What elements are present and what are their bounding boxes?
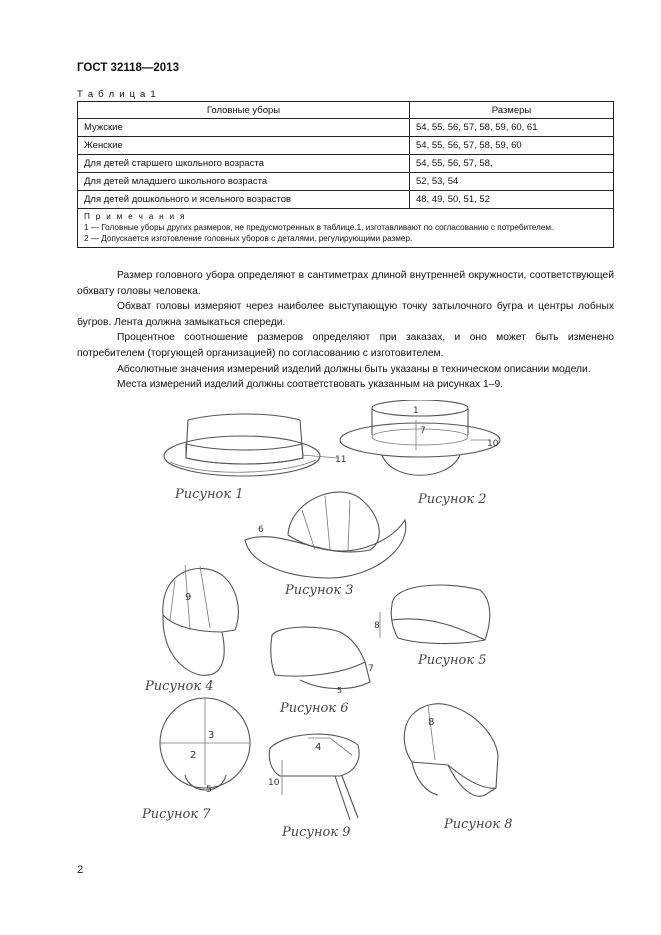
figure-caption: Рисунок 5 [418, 653, 487, 668]
notes-title: П р и м е ч а н и я [84, 212, 187, 221]
figure-label: 3 [208, 730, 215, 741]
figure-label: 10 [487, 439, 499, 449]
paragraph: Процентное соотношение размеров определяют при заказах, и оно может быть изменено потребителем (торгующей организацией) по согласованию с изготовителем. [77, 332, 614, 359]
figure-7-hat [141, 698, 250, 822]
table-cell: Для детей младшего школьного возраста [78, 173, 410, 191]
column-header-headwear: Головные уборы [78, 102, 410, 119]
figure-label: 10 [268, 778, 280, 788]
figure-label: 8 [428, 717, 435, 728]
table-row [78, 137, 614, 155]
figure-8-hat [404, 704, 512, 832]
table-row [78, 119, 614, 137]
document-header: ГОСТ 32118—2013 [77, 62, 179, 74]
figure-label: 5 [337, 686, 343, 695]
table-cell: 54, 55, 56, 57, 58, 59, 60, 61 [410, 119, 614, 137]
table-cell: 52, 53, 54 [410, 173, 614, 191]
paragraph: Обхват головы измеряют через наиболее выступающую точку затылочного бугра и центры лобных бугров. Лента должна замыкаться спереди. [77, 301, 614, 328]
note-item: 1 — Головные уборы других размеров, не предусмотренных в таблице.1, изготавливают по согласованию с потребителем. [84, 223, 554, 232]
table-row [78, 191, 614, 209]
table-cell: 48, 49, 50, 51, 52 [410, 191, 614, 209]
figure-6-hat [271, 627, 374, 716]
figure-caption: Рисунок 3 [285, 583, 354, 598]
figure-5-hat [374, 585, 490, 668]
figure-label: 7 [368, 664, 374, 674]
table-cell: Мужские [78, 119, 410, 137]
paragraph: Места измерений изделий должны соответствовать указанным на рисунках 1–9. [117, 379, 504, 391]
figure-label: 5 [206, 785, 212, 795]
figure-caption: Рисунок 9 [282, 825, 351, 840]
page-number: 2 [77, 864, 84, 876]
table-notes-row [78, 209, 614, 248]
table-row [78, 155, 614, 173]
figure-label: 2 [190, 750, 197, 761]
figure-label: 6 [258, 525, 264, 535]
figure-2-hat [340, 400, 500, 507]
figure-caption: Рисунок 6 [280, 701, 349, 716]
figure-label: 9 [185, 592, 192, 603]
table-caption: Т а б л и ц а 1 [77, 89, 157, 100]
paragraph: Размер головного убора определяют в сантиметрах длиной внутренней окружности, соответствующей обхвату головы человека. [77, 270, 614, 297]
figure-label: 11 [335, 455, 347, 465]
figure-label: 7 [420, 426, 426, 436]
body-text [77, 268, 614, 393]
figure-caption: Рисунок 2 [418, 492, 487, 507]
figure-caption: Рисунок 7 [142, 807, 211, 822]
figure-caption: Рисунок 1 [175, 487, 244, 502]
column-header-sizes: Размеры [410, 102, 614, 119]
sizes-table [77, 101, 614, 248]
table-cell: 54, 55, 56, 57, 58, 59, 60 [410, 137, 614, 155]
table-row [78, 173, 614, 191]
table-cell: Для детей дошкольного и ясельного возрастов [78, 191, 410, 209]
figure-9-hat [268, 734, 359, 840]
figure-label: 8 [374, 621, 380, 631]
figure-caption: Рисунок 8 [444, 817, 513, 832]
paragraph: Абсолютные значения измерений изделий должны быть указаны в техническом описании модели. [117, 363, 591, 375]
measurement-figures [130, 400, 530, 850]
figure-3-hat [245, 492, 406, 598]
table-notes [78, 209, 614, 248]
table-header-row [78, 102, 614, 119]
note-item: 2 — Допускается изготовление головных уборов с деталями, регулирующими размер. [84, 234, 413, 243]
figure-4-hat [144, 565, 238, 694]
table-cell: Женские [78, 137, 410, 155]
figure-label: 1 [413, 406, 419, 416]
table-cell: Для детей старшего школьного возраста [78, 155, 410, 173]
figure-1-hat [164, 414, 346, 502]
table-cell: 54, 55, 56, 57, 58, [410, 155, 614, 173]
figure-label: 4 [315, 742, 322, 753]
figure-caption: Рисунок 4 [145, 679, 214, 694]
